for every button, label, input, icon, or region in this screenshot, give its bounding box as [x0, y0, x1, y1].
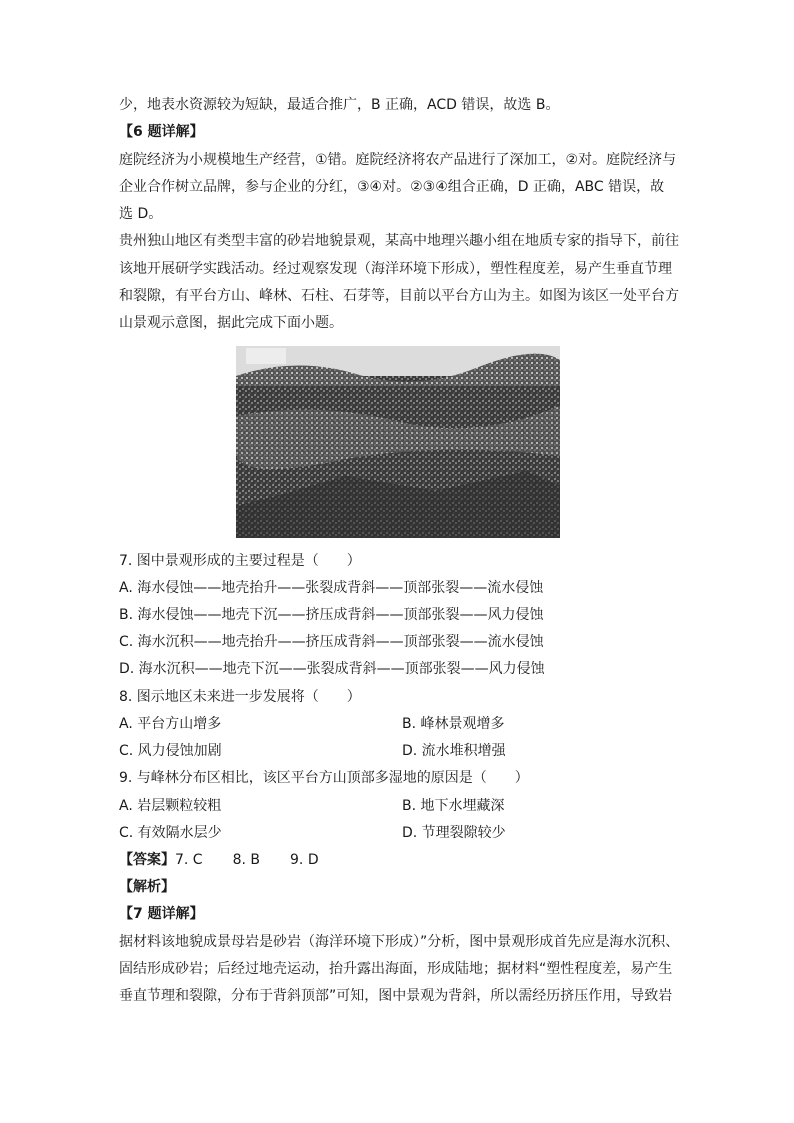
- q6-heading: 【6 题详解】: [119, 124, 204, 140]
- analysis-heading: 【解析】: [119, 879, 175, 895]
- q9-option-d: D. 节理裂隙较少: [402, 825, 506, 841]
- q9-option-b: B. 地下水埋藏深: [402, 798, 505, 814]
- q9-option-a: A. 岩层颗粒较粗: [119, 798, 222, 814]
- q8-stem: 8. 图示地区未来进一步发展将（ ）: [119, 689, 361, 705]
- answer-8: 8. B: [232, 852, 261, 868]
- landscape-photo-icon: [236, 346, 560, 538]
- q8-option-b: B. 峰林景观增多: [402, 716, 505, 732]
- q7-option-d: D. 海水沉积——地壳下沉——张裂成背斜——顶部张裂——风力侵蚀: [119, 661, 545, 677]
- passage-line: 该地开展研学实践活动。经过观察发现（海洋环境下形成），塑性程度差，易产生垂直节理: [119, 261, 672, 277]
- answer-7: 7. C: [175, 852, 203, 868]
- q7-line: 据材料该地貌成景母岩是砂岩（海洋环境下形成）”分析，图中景观形成首先应是海水沉积、: [119, 934, 680, 950]
- q7-line: 垂直节理和裂隙，分布于背斜顶部”可知，图中景观为背斜，所以需经历挤压作用，导致岩: [119, 988, 673, 1004]
- intro-line: 少，地表水资源较为短缺，最适合推广，B 正确，ACD 错误，故选 B。: [119, 97, 560, 113]
- q6-line: 选 D。: [119, 206, 163, 222]
- q8-option-a: A. 平台方山增多: [119, 716, 222, 732]
- q7-option-c: C. 海水沉积——地壳抬升——挤压成背斜——顶部张裂——流水侵蚀: [119, 634, 544, 650]
- landscape-photo: [236, 346, 560, 538]
- q7-stem: 7. 图中景观形成的主要过程是（ ）: [119, 553, 361, 569]
- answer-label: 【答案】: [119, 852, 175, 868]
- q7-option-a: A. 海水侵蚀——地壳抬升——张裂成背斜——顶部张裂——流水侵蚀: [119, 580, 544, 596]
- answer-line: [119, 850, 679, 870]
- q6-line: 企业合作树立品牌，参与企业的分红，③④对。②③④组合正确，D 正确，ABC 错误，故: [119, 179, 665, 195]
- q6-line: 庭院经济为小规模地生产经营，①错。庭院经济将农产品进行了深加工，②对。庭院经济与: [119, 152, 677, 168]
- answer-9: 9. D: [290, 852, 319, 868]
- q9-option-c: C. 有效隔水层少: [119, 825, 222, 841]
- q8-option-c: C. 风力侵蚀加剧: [119, 743, 222, 759]
- passage-line: 贵州独山地区有类型丰富的砂岩地貌景观，某高中地理兴趣小组在地质专家的指导下，前往: [119, 233, 679, 249]
- q9-stem: 9. 与峰林分布区相比，该区平台方山顶部多湿地的原因是（ ）: [119, 770, 529, 786]
- q7-heading: 【7 题详解】: [119, 906, 204, 922]
- q7-option-b: B. 海水侵蚀——地壳下沉——挤压成背斜——顶部张裂——风力侵蚀: [119, 607, 544, 623]
- passage-line: 山景观示意图，据此完成下面小题。: [119, 315, 343, 331]
- passage-line: 和裂隙，有平台方山、峰林、石柱、石芽等，目前以平台方山为主。如图为该区一处平台方: [119, 288, 679, 304]
- q8-option-d: D. 流水堆积增强: [402, 743, 506, 759]
- q7-line: 固结形成砂岩；后经过地壳运动，抬升露出海面，形成陆地；据材料“塑性程度差，易产生: [119, 961, 673, 977]
